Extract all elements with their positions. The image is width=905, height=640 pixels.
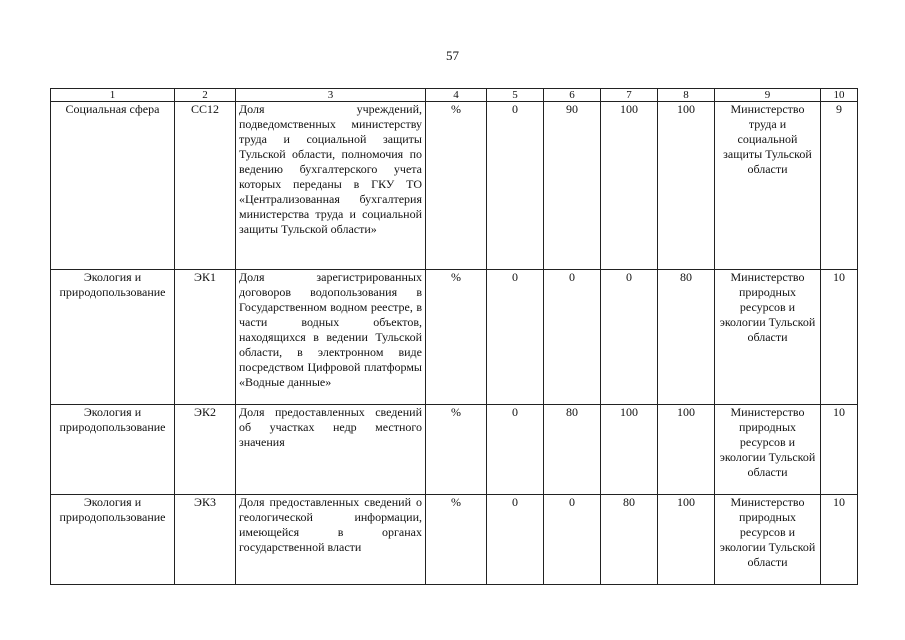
column-number-row (51, 89, 858, 102)
responsible-cell: Министерство природных ресурсов и экологии Тульской области (715, 270, 821, 405)
value-cell: 80 (601, 495, 658, 585)
column-number: 5 (487, 89, 544, 102)
column-number: 3 (236, 89, 426, 102)
column-number: 8 (658, 89, 715, 102)
unit-cell: % (426, 495, 487, 585)
responsible-cell: Министерство труда и социальной защиты Тульской области (715, 102, 821, 270)
unit-cell: % (426, 102, 487, 270)
unit-cell: % (426, 405, 487, 495)
value-cell: 100 (601, 102, 658, 270)
column-number: 2 (175, 89, 236, 102)
responsible-cell: Министерство природных ресурсов и экологии Тульской области (715, 495, 821, 585)
code-cell: ЭК1 (175, 270, 236, 405)
sphere-cell: Экология и природопользование (51, 270, 175, 405)
table-row (51, 102, 858, 270)
unit-cell: % (426, 270, 487, 405)
value-cell: 9 (821, 102, 858, 270)
value-cell: 0 (601, 270, 658, 405)
value-cell: 100 (658, 405, 715, 495)
column-number: 4 (426, 89, 487, 102)
sphere-cell: Экология и природопользование (51, 495, 175, 585)
table-row (51, 495, 858, 585)
column-number: 6 (544, 89, 601, 102)
value-cell: 10 (821, 495, 858, 585)
value-cell: 0 (544, 270, 601, 405)
indicator-cell: Доля предоставленных сведений об участках недр местного значения (236, 405, 426, 495)
sphere-cell: Экология и природопользование (51, 405, 175, 495)
value-cell: 0 (487, 495, 544, 585)
responsible-cell: Министерство природных ресурсов и экологии Тульской области (715, 405, 821, 495)
column-number: 10 (821, 89, 858, 102)
value-cell: 10 (821, 405, 858, 495)
code-cell: СС12 (175, 102, 236, 270)
indicator-cell: Доля предоставленных сведений о геологической информации, имеющейся в органах государственной власти (236, 495, 426, 585)
value-cell: 0 (487, 102, 544, 270)
value-cell: 80 (658, 270, 715, 405)
code-cell: ЭК3 (175, 495, 236, 585)
value-cell: 100 (658, 102, 715, 270)
value-cell: 90 (544, 102, 601, 270)
value-cell: 0 (544, 495, 601, 585)
value-cell: 80 (544, 405, 601, 495)
value-cell: 10 (821, 270, 858, 405)
indicator-cell: Доля зарегистрированных договоров водопользования в Государственном водном реестре, в части водных объектов, находящихся в ведении Тульской области, в электронном виде посредством Цифровой платформы «Водные данные» (236, 270, 426, 405)
page-number: 57 (446, 48, 459, 63)
value-cell: 100 (658, 495, 715, 585)
code-cell: ЭК2 (175, 405, 236, 495)
indicator-cell: Доля учреждений, подведомственных министерству труда и социальной защиты Тульской области, полномочия по ведению бухгалтерского учета которых переданы в ГКУ ТО «Централизованная бухгалтерия министерства труда и социальной защиты Тульской области» (236, 102, 426, 270)
column-number: 7 (601, 89, 658, 102)
value-cell: 0 (487, 270, 544, 405)
indicators-table (50, 88, 858, 585)
column-number: 1 (51, 89, 175, 102)
value-cell: 0 (487, 405, 544, 495)
table-row (51, 405, 858, 495)
value-cell: 100 (601, 405, 658, 495)
table-row (51, 270, 858, 405)
sphere-cell: Социальная сфера (51, 102, 175, 270)
column-number: 9 (715, 89, 821, 102)
